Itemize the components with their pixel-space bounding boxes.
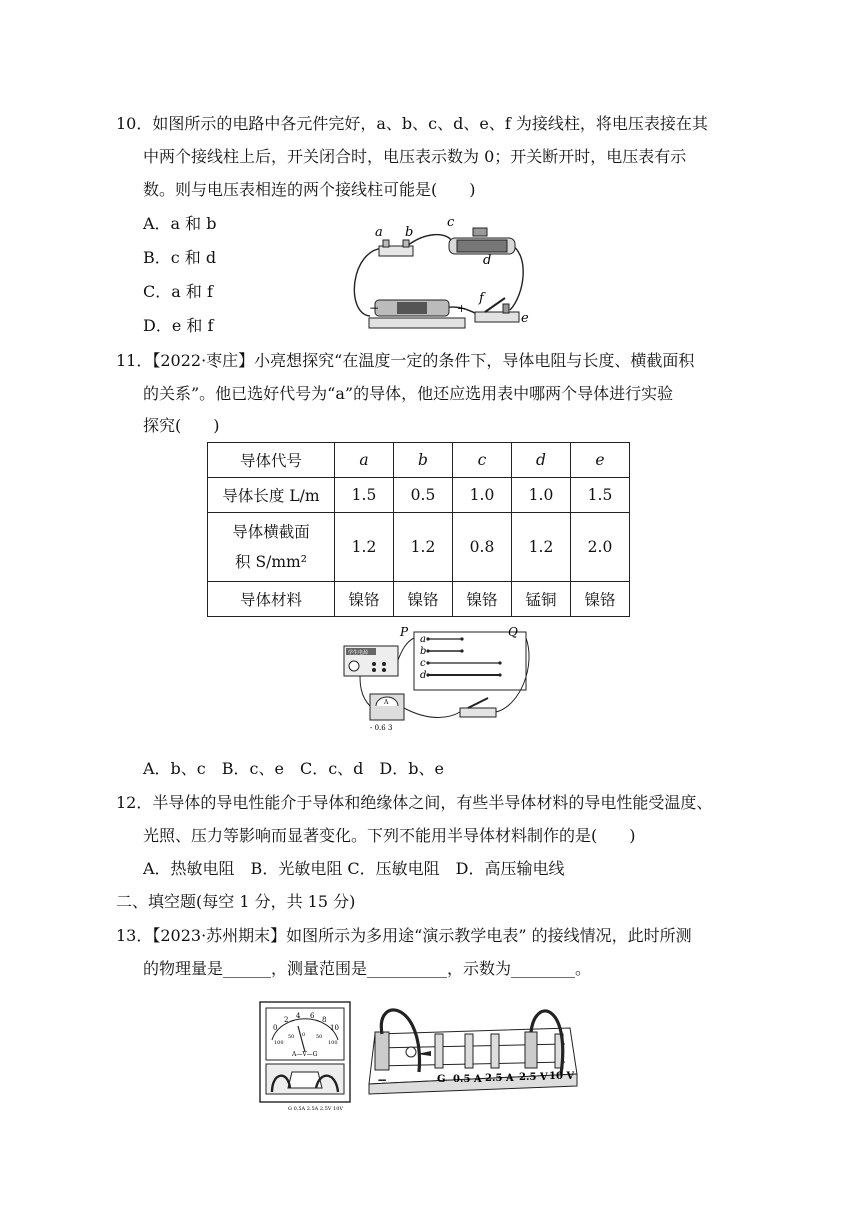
q13-terminal-board-figure	[365, 1014, 585, 1096]
table-row-label-part-2: 积 S/mm²	[235, 553, 307, 571]
board-label-05a: 0.5 A	[453, 1074, 482, 1085]
label-a: a	[375, 225, 383, 240]
wire-label-a: a	[420, 634, 426, 645]
q13-line-1: 13．【2023·苏州期末】如图所示为多用途“演示教学电表” 的接线情况，此时所测	[116, 926, 692, 945]
label-q: Q	[508, 625, 518, 639]
board-label-g: G	[437, 1074, 446, 1085]
meter-mode-label: A—V—G	[292, 1051, 318, 1058]
table-cell: 镍铬	[453, 582, 512, 617]
table-cell: 1.2	[335, 513, 394, 582]
ammeter-label: A	[384, 699, 389, 706]
table-cell: 镍铬	[335, 582, 394, 617]
table-cell: 镍铬	[571, 582, 630, 617]
meter-terminal-labels: G 0.5A 2.5A 2.5V 10V	[288, 1106, 344, 1112]
ammeter-scale: - 0.6 3	[370, 724, 393, 732]
table-header-cell: c	[453, 443, 512, 478]
q10-line-1: 10．如图所示的电路中各元件完好，a、b、c、d、e、f 为接线柱，将电压表接在其	[116, 114, 708, 133]
power-supply-label: 学生电源	[348, 650, 369, 656]
table-cell: 镍铬	[394, 582, 453, 617]
q10-option-a: A．a 和 b	[143, 214, 217, 233]
q13-line-2: 的物理量是______，测量范围是__________，示数为________。	[143, 959, 592, 978]
table-cell: 1.0	[453, 478, 512, 513]
table-header-cell: b	[394, 443, 453, 478]
q12-line-1: 12．半导体的导电性能介于导体和绝缘体之间，有些半导体材料的导电性能受温度、	[116, 793, 713, 812]
section-2-heading: 二、填空题(每空 1 分，共 15 分)	[116, 892, 356, 911]
table-cell: 1.5	[571, 478, 630, 513]
board-label-minus: −	[377, 1073, 388, 1087]
wire-label-d: d	[420, 670, 427, 681]
table-cell: 0.5	[394, 478, 453, 513]
table-cell: 锰铜	[512, 582, 571, 617]
q10-option-b: B．c 和 d	[143, 248, 217, 267]
table-header-cell: d	[512, 443, 571, 478]
meter-subtick-0: 0	[302, 1032, 306, 1038]
conductor-table	[207, 442, 630, 617]
table-row-label	[208, 513, 335, 582]
q12-options: A．热敏电阻 B．光敏电阻 C．压敏电阻 D．高压输电线	[143, 859, 565, 878]
meter-tick-0: 0	[273, 1024, 278, 1032]
battery-plus: +	[457, 302, 467, 315]
meter-subtick-100-left: 100	[274, 1040, 284, 1046]
q11-options: A．b、c B．c、e C．c、d D．b、e	[143, 759, 444, 778]
label-p: P	[400, 625, 409, 639]
q10-circuit-figure	[345, 214, 535, 332]
board-label-10v: 10 V	[549, 1071, 575, 1082]
table-cell: 2.0	[571, 513, 630, 582]
table-cell: 1.2	[512, 513, 571, 582]
table-cell: 1.2	[394, 513, 453, 582]
meter-tick-2: 2	[284, 1016, 289, 1024]
meter-tick-4: 4	[296, 1012, 301, 1020]
label-d: d	[483, 253, 492, 268]
table-row	[208, 478, 630, 513]
wire-label-c: c	[420, 658, 426, 669]
battery-minus: −	[369, 301, 380, 315]
board-label-25a: 2.5 A	[485, 1073, 514, 1084]
table-row-label: 导体材料	[208, 582, 335, 617]
table-header-cell: e	[571, 443, 630, 478]
table-row	[208, 513, 630, 582]
q11-line-2: 的关系”。他已选好代号为“a”的导体，他还应选用表中哪两个导体进行实验	[143, 384, 674, 403]
meter-tick-6: 6	[310, 1012, 315, 1020]
wire-label-b: b	[420, 646, 427, 657]
label-b: b	[405, 225, 414, 240]
meter-tick-10: 10	[330, 1024, 339, 1032]
meter-subtick-100-right: 100	[328, 1040, 338, 1046]
q11-experiment-figure	[340, 626, 540, 738]
q11-line-1: 11．【2022·枣庄】小亮想探究“在温度一定的条件下，导体电阻与长度、横截面积	[116, 351, 695, 370]
table-row-label: 导体长度 L/m	[208, 478, 335, 513]
table-header-row	[208, 443, 630, 478]
q12-line-2: 光照、压力等影响而显著变化。下列不能用半导体材料制作的是( )	[143, 826, 636, 845]
table-header-cell: a	[335, 443, 394, 478]
label-c: c	[447, 215, 455, 230]
board-label-25v: 2.5 V	[519, 1072, 548, 1083]
q11-line-3: 探究( )	[143, 416, 220, 435]
table-cell: 1.5	[335, 478, 394, 513]
q10-line-3: 数。则与电压表相连的两个接线柱可能是( )	[143, 180, 476, 199]
meter-subtick-50-left: 50	[288, 1034, 295, 1040]
q10-line-2: 中两个接线柱上后，开关闭合时，电压表示数为 0；开关断开时，电压表有示	[143, 147, 687, 166]
q10-option-d: D．e 和 f	[143, 316, 214, 335]
meter-subtick-50-right: 50	[316, 1034, 323, 1040]
q13-meter-figure	[258, 1000, 354, 1114]
table-cell: 0.8	[453, 513, 512, 582]
meter-tick-8: 8	[322, 1016, 327, 1024]
label-f: f	[479, 291, 484, 306]
q10-option-c: C．a 和 f	[143, 282, 213, 301]
label-e: e	[521, 311, 529, 326]
table-cell: 1.0	[512, 478, 571, 513]
table-row	[208, 582, 630, 617]
table-header-cell: 导体代号	[208, 443, 335, 478]
table-row-label-part-1: 导体横截面	[232, 523, 310, 541]
